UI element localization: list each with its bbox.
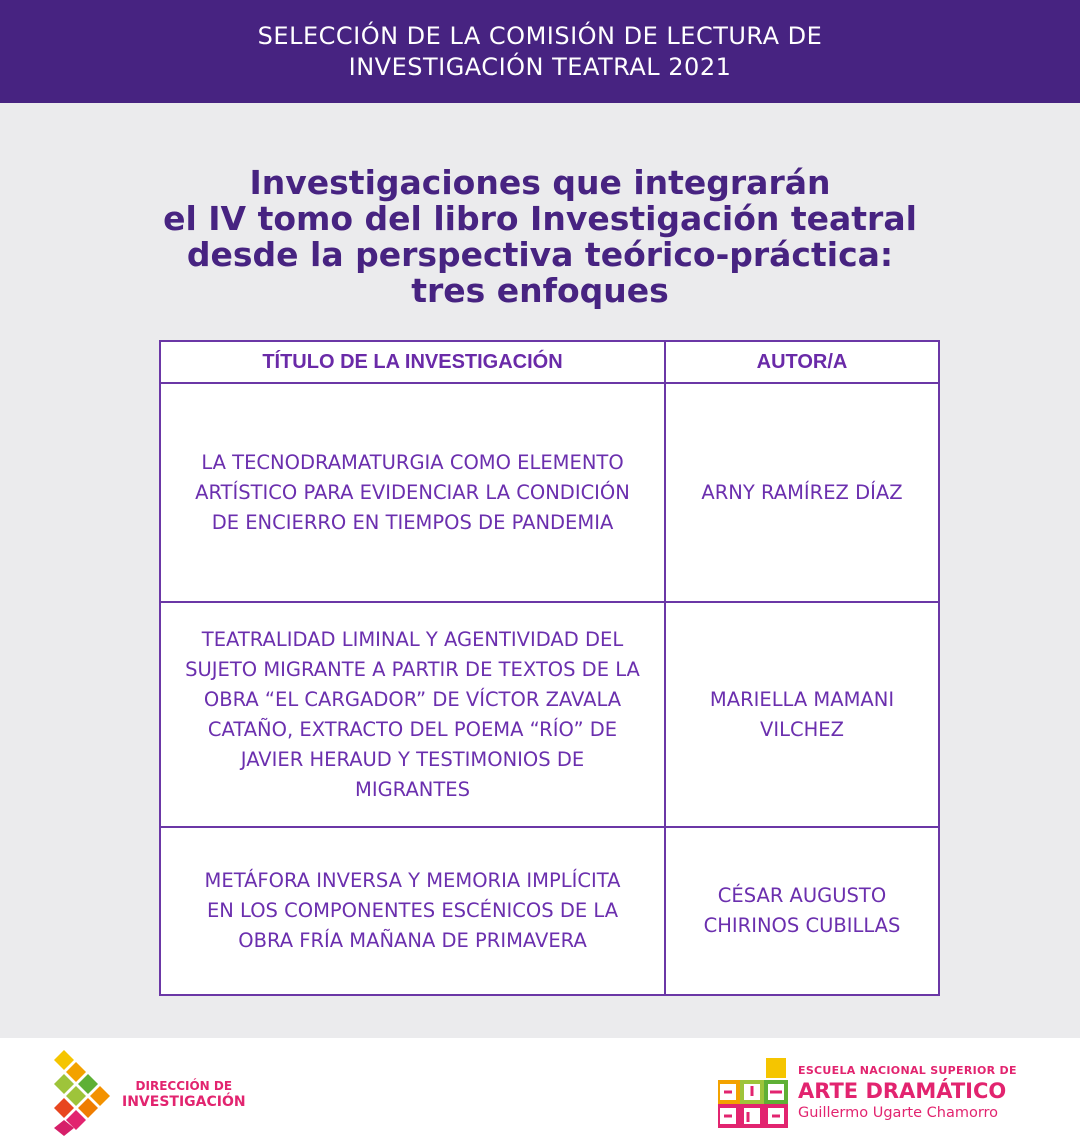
school-line-2: ARTE DRAMÁTICO xyxy=(798,1079,1007,1103)
direccion-investigacion-label xyxy=(122,1078,246,1110)
title-line: LA TECNODRAMATURGIA COMO ELEMENTO xyxy=(201,450,624,474)
header-banner xyxy=(0,0,1080,103)
direccion-line-2: INVESTIGACIÓN xyxy=(122,1094,246,1110)
heading-line-2: el IV tomo del libro Investigación teatral xyxy=(163,199,917,238)
column-header-title: TÍTULO DE LA INVESTIGACIÓN xyxy=(160,341,665,383)
table-row xyxy=(160,383,939,602)
table-row xyxy=(160,827,939,995)
research-table xyxy=(159,340,940,996)
page-heading xyxy=(0,165,1080,309)
title-line: OBRA “EL CARGADOR” DE VÍCTOR ZAVALA xyxy=(203,687,622,711)
author-line: CHIRINOS CUBILLAS xyxy=(703,914,901,937)
header-line-2: INVESTIGACIÓN TEATRAL 2021 xyxy=(348,52,732,81)
author-cell xyxy=(665,602,939,827)
heading-line-3: desde la perspectiva teórico-práctica: xyxy=(186,235,894,274)
title-line: METÁFORA INVERSA Y MEMORIA IMPLÍCITA xyxy=(204,869,621,892)
title-line: ARTÍSTICO PARA EVIDENCIAR LA CONDICIÓN xyxy=(195,480,630,504)
title-line: SUJETO MIGRANTE A PARTIR DE TEXTOS DE LA xyxy=(185,657,640,681)
title-line: DE ENCIERRO EN TIEMPOS DE PANDEMIA xyxy=(211,510,614,534)
author-line: CÉSAR AUGUSTO xyxy=(717,884,887,907)
author-line: ARNY RAMÍREZ DÍAZ xyxy=(701,480,903,504)
school-name xyxy=(798,1064,1017,1122)
author-cell xyxy=(665,383,939,602)
research-title-cell xyxy=(160,827,665,995)
heading-line-1: Investigaciones que integrarán xyxy=(249,163,831,202)
column-header-author: AUTOR/A xyxy=(665,341,939,383)
title-line: TEATRALIDAD LIMINAL Y AGENTIVIDAD DEL xyxy=(201,627,624,651)
author-cell xyxy=(665,827,939,995)
heading-line-4: tres enfoques xyxy=(411,271,669,310)
direccion-investigacion-logo-icon xyxy=(48,1048,110,1138)
title-line: JAVIER HERAUD Y TESTIMONIOS DE xyxy=(240,747,585,771)
school-line-3: Guillermo Ugarte Chamorro xyxy=(798,1105,999,1121)
header-line-1: SELECCIÓN DE LA COMISIÓN DE LECTURA DE xyxy=(257,21,823,50)
table-row xyxy=(160,602,939,827)
footer xyxy=(0,1038,1080,1148)
ensad-logo-icon xyxy=(718,1058,790,1130)
research-title-cell xyxy=(160,602,665,827)
title-line: CATAÑO, EXTRACTO DEL POEMA “RÍO” DE xyxy=(207,717,618,741)
table-header-row xyxy=(160,341,939,383)
author-line: MARIELLA MAMANI xyxy=(709,687,895,711)
direccion-line-1: DIRECCIÓN DE xyxy=(135,1079,233,1093)
school-line-1: ESCUELA NACIONAL SUPERIOR DE xyxy=(798,1064,1017,1077)
title-line: EN LOS COMPONENTES ESCÉNICOS DE LA xyxy=(206,899,619,922)
author-line: VILCHEZ xyxy=(760,717,844,741)
title-line: MIGRANTES xyxy=(355,777,470,801)
research-title-cell xyxy=(160,383,665,602)
title-line: OBRA FRÍA MAÑANA DE PRIMAVERA xyxy=(238,929,587,952)
